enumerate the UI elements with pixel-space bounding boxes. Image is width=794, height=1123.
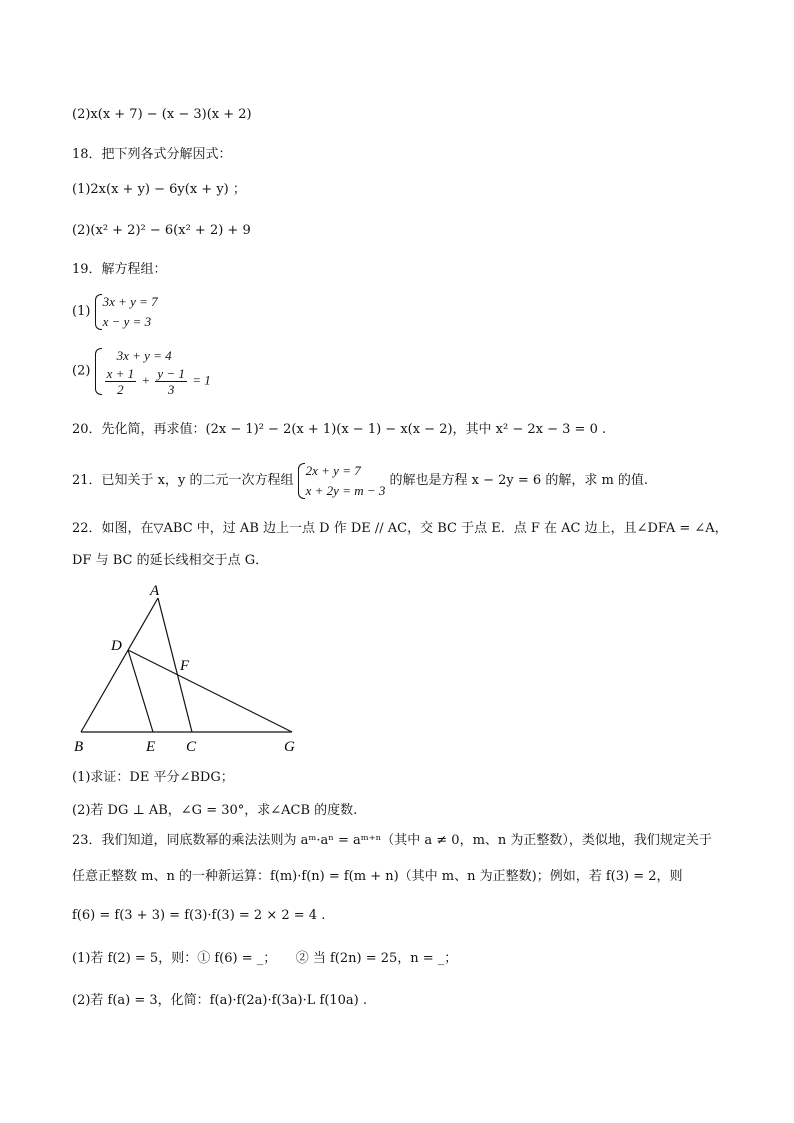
label-e: E (146, 739, 156, 755)
q21-post: 的解也是方程 x − 2y = 6 的解，求 m 的值. (389, 473, 649, 488)
q22-part1: (1)求证：DE 平分∠BDG； (72, 770, 234, 785)
q19-part2-system (95, 346, 211, 397)
q19-part2-frac2 (155, 366, 187, 397)
q19-part2-frac2-num: y − 1 (157, 366, 185, 381)
q19-part1-system (95, 292, 158, 332)
q19-part2-eq1: 3x + y = 4 (116, 348, 172, 363)
label-c: C (186, 739, 197, 755)
q23-line3: f(6) = f(3 + 3) = f(3)·f(3) = 2 × 2 = 4 . (72, 908, 326, 923)
q20-text: 20．先化简，再求值：(2x − 1)² − 2(x + 1)(x − 1) − x(x − 2)，其中 x² − 2x − 3 = 0 . (72, 422, 607, 437)
q23-line1: 23．我们知道，同底数幂的乘法法则为 aᵐ·aⁿ = aᵐ⁺ⁿ（其中 a ≠ 0，m、n 为正整数），类似地，我们规定关于 (72, 833, 712, 848)
q21 (72, 461, 648, 501)
q19-part2-eq2 (103, 366, 211, 397)
q19-part2 (72, 346, 211, 397)
q19-part2-rhs: = 1 (192, 372, 211, 388)
q17-part2: (2)x(x + 7) − (x − 3)(x + 2) (72, 107, 252, 122)
label-d: D (111, 638, 122, 654)
q19-part1-label: (1) (72, 304, 91, 319)
q19-part1-eq2: x − y = 3 (102, 314, 152, 329)
q19-part2-plus: + (141, 372, 151, 388)
q23-line2: 任意正整数 m、n 的一种新运算：f(m)·f(n) = f(m + n)（其中 m、n 为正整数)；例如，若 f(3) = 2，则 (72, 869, 683, 884)
q21-eq1: 2x + y = 7 (305, 463, 361, 478)
q19-part1 (72, 292, 158, 332)
q21-system (298, 461, 386, 501)
label-f: F (180, 658, 190, 674)
q22-line1: 22．如图，在▽ABC 中，过 AB 边上一点 D 作 DE // AC，交 BC 于点 E．点 F 在 AC 边上，且∠DFA = ∠A， (72, 521, 728, 536)
q18-part1: (1)2x(x + y) − 6y(x + y) ； (72, 182, 246, 197)
q21-eq2: x + 2y = m − 3 (305, 483, 386, 498)
q21-pre: 21．已知关于 x，y 的二元一次方程组 (72, 473, 294, 488)
q18-title: 18．把下列各式分解因式： (72, 147, 232, 162)
q19-part2-frac1-den: 2 (117, 382, 124, 397)
q18-part2: (2)(x² + 2)² − 6(x² + 2) + 9 (72, 223, 251, 238)
q22-line2: DF 与 BC 的延长线相交于点 G． (72, 553, 269, 568)
q22-part2: (2)若 DG ⊥ AB，∠G = 30°，求∠ACB 的度数. (72, 803, 358, 818)
label-g: G (284, 739, 295, 755)
q19-part1-eq1: 3x + y = 7 (102, 294, 158, 309)
q23-part2: (2)若 f(a) = 3，化简：f(a)·f(2a)·f(3a)·L f(10a) . (72, 993, 368, 1008)
q23-part1: (1)若 f(2) = 5，则：① f(6) = _； ② 当 f(2n) = 25，n = _； (72, 951, 458, 966)
label-a: A (150, 583, 160, 599)
q19-title: 19．解方程组： (72, 262, 167, 277)
q19-part2-frac1-num: x + 1 (106, 366, 135, 381)
label-b: B (74, 739, 84, 755)
segment-de (128, 650, 153, 732)
q19-part2-label: (2) (72, 363, 91, 379)
segment-dg (128, 650, 292, 732)
q19-part2-frac2-den: 3 (167, 382, 175, 397)
q19-part2-frac1 (105, 366, 137, 397)
q22-figure (66, 578, 326, 758)
